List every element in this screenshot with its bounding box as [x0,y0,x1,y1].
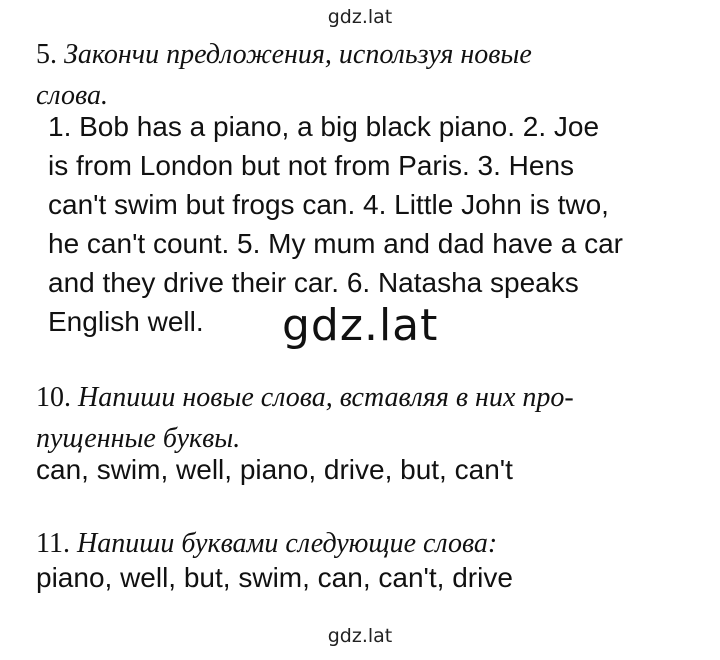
task-5-instruction-line-1: Закончи предложения, используя новые [64,39,532,70]
watermark-top: gdz.lat [327,6,393,28]
task-5-answer-line: 1. Bob has a piano, a big black piano. 2. Joe [48,111,600,142]
task-5-answer-line: and they drive their car. 6. Natasha speaks [48,267,579,298]
task-10-answer [36,450,686,489]
task-10-heading [36,377,686,459]
task-10-instruction-line-2: пущенные буквы. [36,423,241,454]
watermark-middle: gdz.lat [282,300,439,351]
task-5-answer-line: he can't count. 5. My mum and dad have a car [48,228,623,259]
task-11-instruction: Напиши буквами следующие слова: [76,528,498,559]
task-11-number: 11. [36,528,70,559]
watermark-bottom: gdz.lat [327,625,393,647]
task-5-answer-line: is from London but not from Paris. 3. Hens [48,150,575,181]
task-10-number: 10. [36,382,71,413]
task-10-answer-text: can, swim, well, piano, drive, but, can't [36,454,513,485]
task-5-answer-line: can't swim but frogs can. 4. Little John is two, [48,189,609,220]
task-5-instruction-line-2: слова. [36,80,108,111]
task-5-heading [36,34,686,116]
task-11-answer-text: piano, well, but, swim, can, can't, drive [36,562,513,593]
task-10-instruction-line-1: Напиши новые слова, вставляя в них про- [78,382,574,413]
task-11-answer [36,558,686,597]
task-5-answer-line: English well. [48,306,204,337]
task-5-number: 5. [36,39,57,70]
